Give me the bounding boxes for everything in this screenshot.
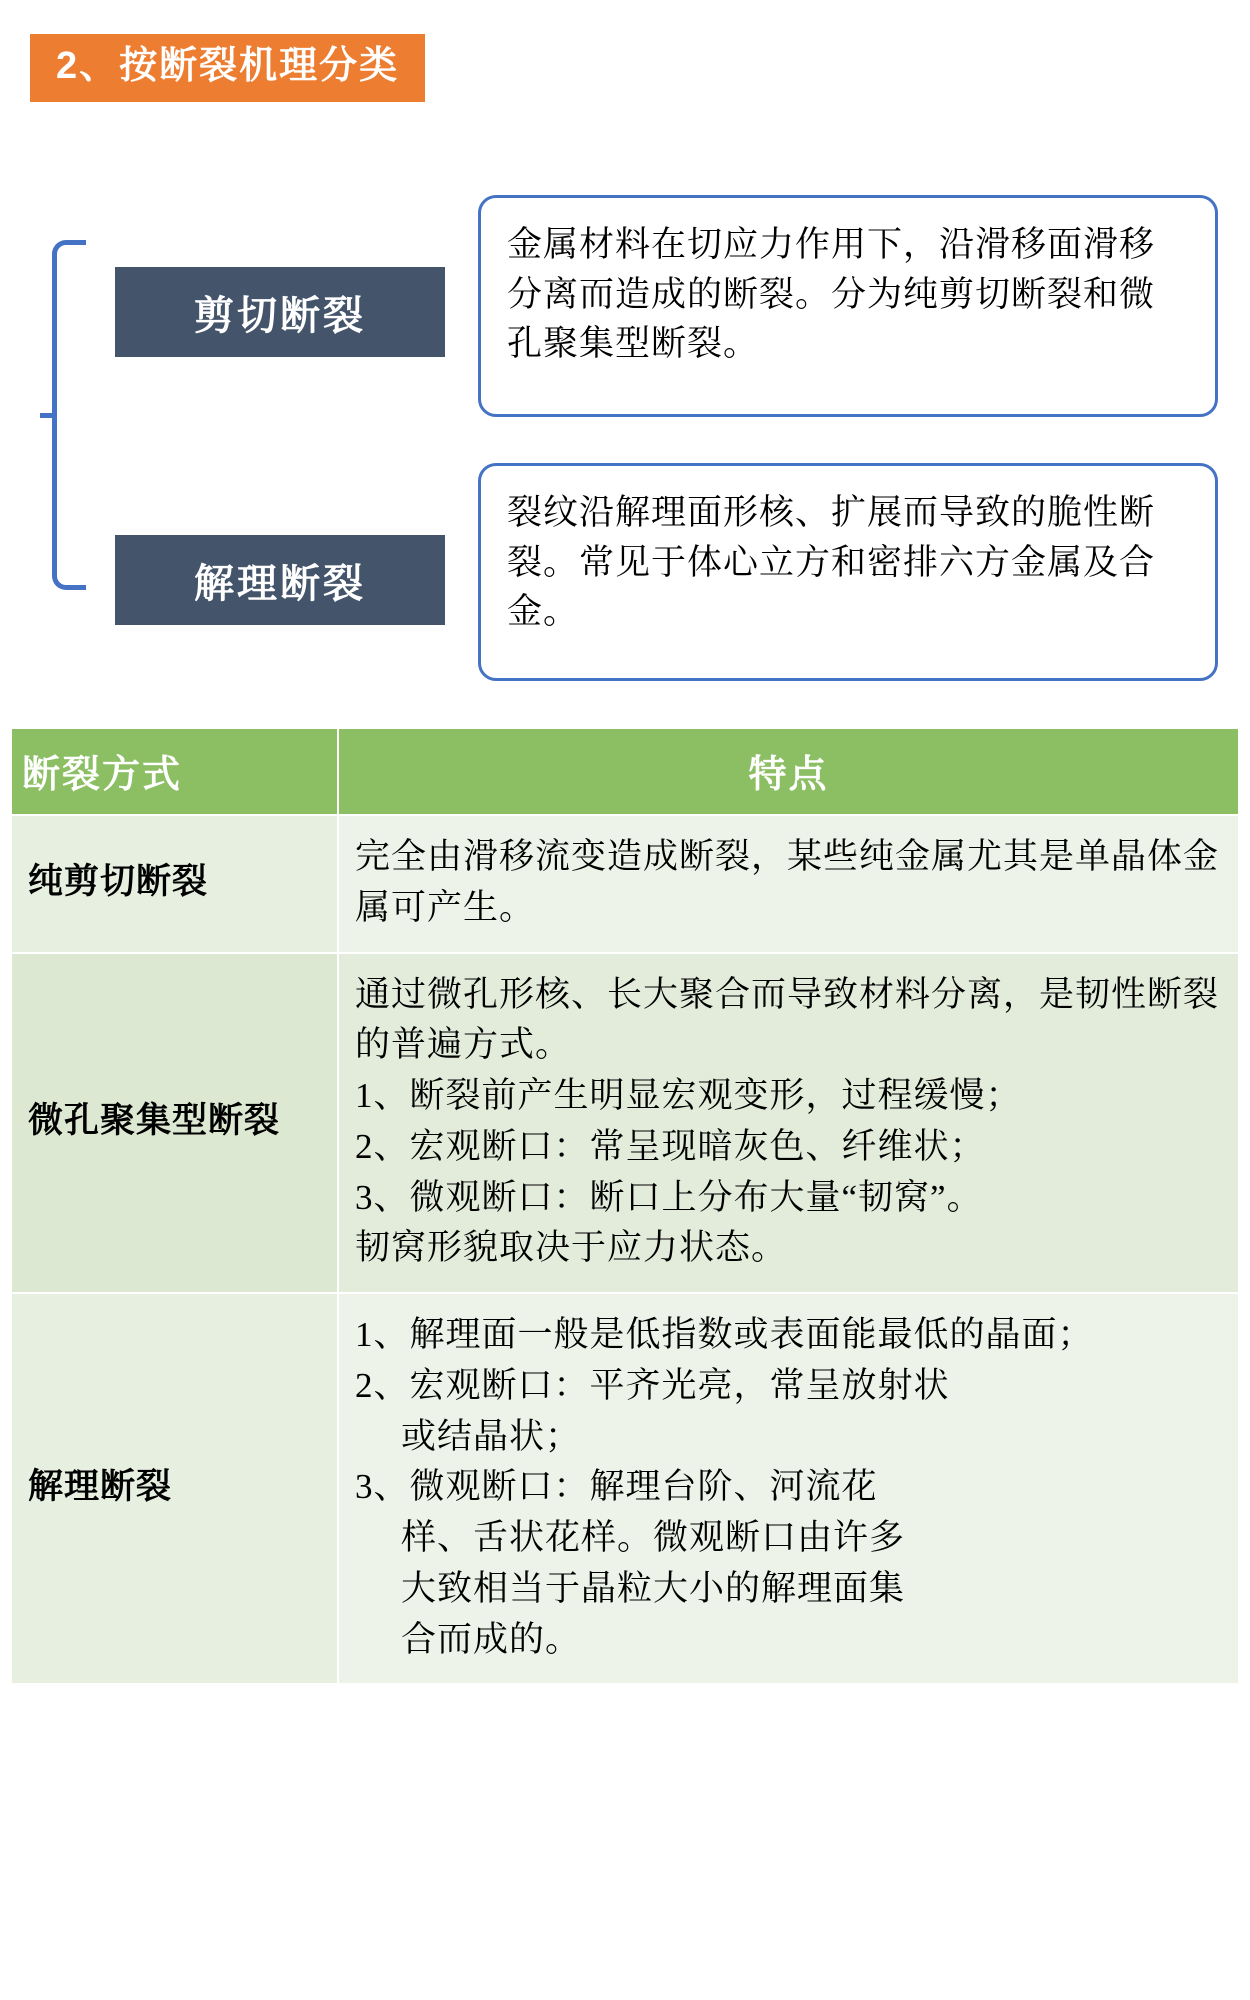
- table-header-feature: 特点: [338, 728, 1239, 815]
- table-row: [11, 953, 1239, 1294]
- classification-diagram: [0, 175, 1250, 715]
- section-title: 2、按断裂机理分类: [30, 34, 425, 102]
- category-description-shear: 金属材料在切应力作用下，沿滑移面滑移分离而造成的断裂。分为纯剪切断裂和微孔聚集型断裂。: [478, 195, 1218, 417]
- feature-line: 或结晶状；: [401, 1416, 582, 1456]
- table-row: [11, 1293, 1239, 1684]
- feature-line: 2、宏观断口：常呈现暗灰色、纤维状；: [355, 1126, 986, 1166]
- bracket-shape: [52, 240, 86, 590]
- table-cell-mode: 解理断裂: [11, 1293, 338, 1684]
- feature-line: 1、解理面一般是低指数或表面能最低的晶面；: [355, 1315, 1094, 1354]
- feature-line: 完全由滑移流变造成断裂，某些纯金属尤其是单晶体金属可产生。: [355, 837, 1220, 927]
- table-cell-feature: [338, 1293, 1239, 1684]
- feature-line: 3、微观断口：断口上分布大量“韧窝”。: [355, 1177, 983, 1217]
- table-cell-feature: [338, 815, 1239, 953]
- fracture-table: [10, 727, 1240, 1685]
- table-row: [11, 815, 1239, 953]
- category-label-cleavage: 解理断裂: [115, 535, 445, 625]
- table-header-mode: 断裂方式: [11, 728, 338, 815]
- feature-line: 韧窝形貌取决于应力状态。: [355, 1228, 788, 1268]
- table-header-row: [11, 728, 1239, 815]
- bracket-stem: [40, 413, 56, 418]
- feature-line: 样、舌状花样。微观断口由许多: [401, 1518, 906, 1557]
- table-cell-mode: 微孔聚集型断裂: [11, 953, 338, 1294]
- table-cell-mode: 纯剪切断裂: [11, 815, 338, 953]
- category-description-cleavage: 裂纹沿解理面形核、扩展而导致的脆性断裂。常见于体心立方和密排六方金属及合金。: [478, 463, 1218, 681]
- feature-line: 3、微观断口：解理台阶、河流花: [355, 1467, 878, 1507]
- feature-line: 大致相当于晶粒大小的解理面集: [401, 1568, 906, 1608]
- feature-line: 2、宏观断口：平齐光亮，常呈放射状: [355, 1365, 950, 1405]
- fracture-table-wrapper: [10, 727, 1240, 1685]
- table-cell-feature: [338, 953, 1239, 1294]
- feature-line: 合而成的。: [401, 1619, 582, 1659]
- category-label-shear: 剪切断裂: [115, 267, 445, 357]
- feature-line: 1、断裂前产生明显宏观变形，过程缓慢；: [355, 1076, 1022, 1115]
- feature-line: 通过微孔形核、长大聚合而导致材料分离，是韧性断裂的普遍方式。: [355, 974, 1220, 1065]
